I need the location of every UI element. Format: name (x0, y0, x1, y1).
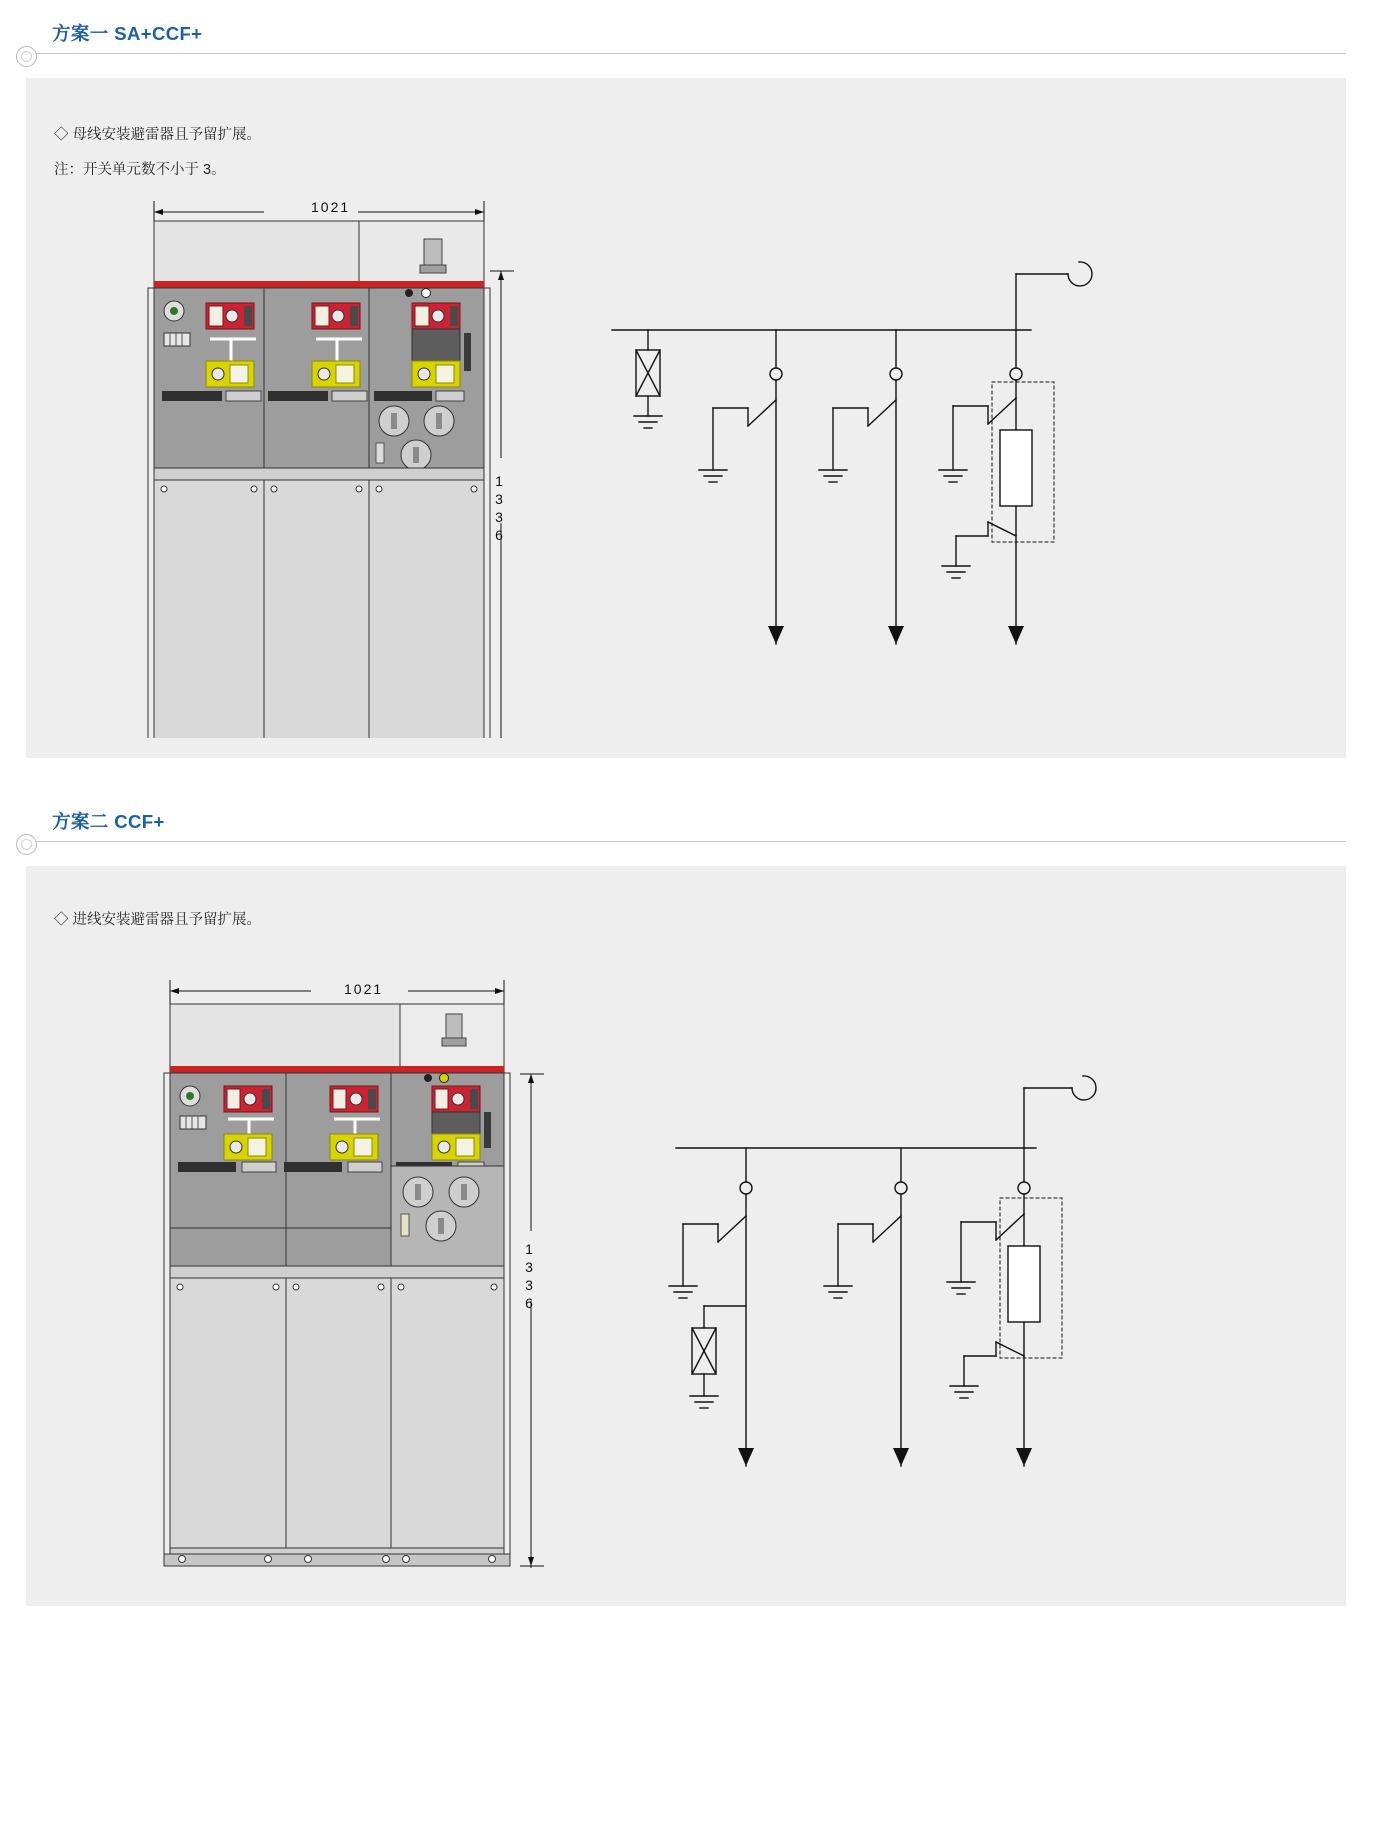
scheme-2-cabinet-drawing (146, 976, 576, 1601)
section-title-1-code: SA+CCF+ (114, 23, 203, 44)
header-rule (26, 53, 1346, 54)
scheme-2-schematic (616, 1066, 1136, 1546)
section-title-1-cn: 方案一 (52, 23, 109, 44)
section-title-2 (52, 808, 165, 834)
scheme-2-panel (26, 866, 1346, 1606)
section-title-2-code: CCF+ (114, 811, 165, 832)
scheme-1-note-1: ◇ 母线安装避雷器且予留扩展。 (54, 127, 262, 143)
section-header-1 (0, 20, 1373, 64)
decorative-ring-icon (16, 46, 37, 67)
header-rule-2 (26, 841, 1346, 842)
scheme-1-note-2: 注：开关单元数不小于 3。 (54, 162, 226, 178)
scheme-2-width-label: 1021 (344, 981, 384, 997)
decorative-ring-icon-2 (16, 834, 37, 855)
scheme-2-height-label: 1336 (521, 1241, 537, 1313)
section-title-1 (52, 20, 202, 46)
scheme-1-width-label: 1021 (311, 199, 351, 215)
section-title-2-cn: 方案二 (52, 811, 109, 832)
scheme-1-schematic (576, 248, 1096, 668)
scheme-1-panel (26, 78, 1346, 758)
scheme-1-cabinet-drawing (126, 193, 546, 738)
scheme-2-note-1: ◇ 进线安装避雷器且予留扩展。 (54, 912, 262, 928)
scheme-1-height-label: 1336 (491, 473, 507, 545)
section-header-2 (0, 808, 1373, 852)
